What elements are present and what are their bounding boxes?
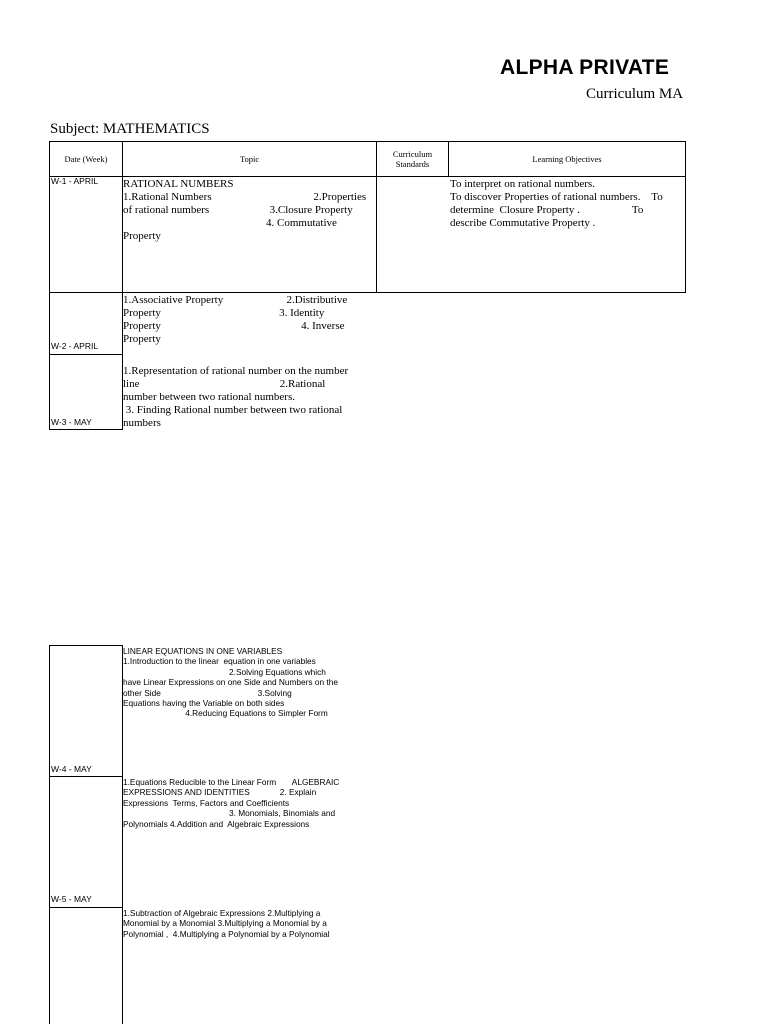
column-header-topic: Topic	[239, 154, 260, 164]
grid-line	[49, 429, 123, 430]
topic-cell: 1.Subtraction of Algebraic Expressions 2.Multiplying a Monomial by a Monomial 3.Multiplying a Monomial by a Polynomial , 4.Multiplying a Polynomial by a Polynomial	[123, 908, 330, 939]
topic-cell: 1.Representation of rational number on the number line 2.Rational number between two rational numbers. 3. Finding Rational number between two rational numbers	[123, 365, 349, 429]
grid-line	[49, 907, 123, 908]
curriculum-title: Curriculum MA	[586, 86, 684, 102]
topic-cell: 1.Equations Reducible to the Linear Form ALGEBRAIC EXPRESSIONS AND IDENTITIES 2. Explain Expressions Terms, Factors and Coefficients 3. Monomials, Binomials and Polynomials 4.Addition and Algebraic Expressions	[123, 777, 340, 829]
topic-cell: RATIONAL NUMBERS 1.Rational Numbers 2.Properties of rational numbers 3.Closure Property 4. Commutative Property	[123, 178, 367, 242]
grid-line	[49, 645, 50, 1024]
grid-line	[49, 177, 50, 430]
week-label: W-3 - MAY	[51, 417, 92, 427]
column-header-date: Date (Week)	[64, 154, 108, 164]
week-label: W-4 - MAY	[51, 764, 92, 774]
grid-line	[685, 177, 686, 293]
grid-line	[49, 645, 123, 646]
column-header-objectives: Learning Objectives	[532, 154, 602, 164]
topic-cell: 1.Associative Property 2.Distributive Property 3. Identity Property 4. Inverse Property	[123, 294, 348, 345]
grid-line	[49, 776, 123, 777]
grid-line	[49, 292, 686, 293]
objectives-cell: To interpret on rational numbers. To discover Properties of rational numbers. To determine Closure Property . To describe Commutative Property .	[450, 178, 663, 229]
column-header-standards: Curriculum Standards	[392, 149, 433, 169]
school-name: ALPHA PRIVATE	[500, 56, 670, 79]
grid-line	[49, 354, 123, 355]
grid-line	[376, 177, 377, 293]
week-label: W-2 - APRIL	[51, 341, 99, 351]
topic-cell: LINEAR EQUATIONS IN ONE VARIABLES 1.Introduction to the linear equation in one variables 2.Solving Equations which have Linear Expressions on one Side and Numbers on the other Side 3.Solving Equations having the Variable on both sides 4.Reducing Equations to Simpler Form	[123, 646, 338, 719]
week-label: W-5 - MAY	[51, 894, 92, 904]
subject-label: Subject: MATHEMATICS	[50, 121, 210, 137]
week-label: W-1 - APRIL	[51, 176, 99, 186]
